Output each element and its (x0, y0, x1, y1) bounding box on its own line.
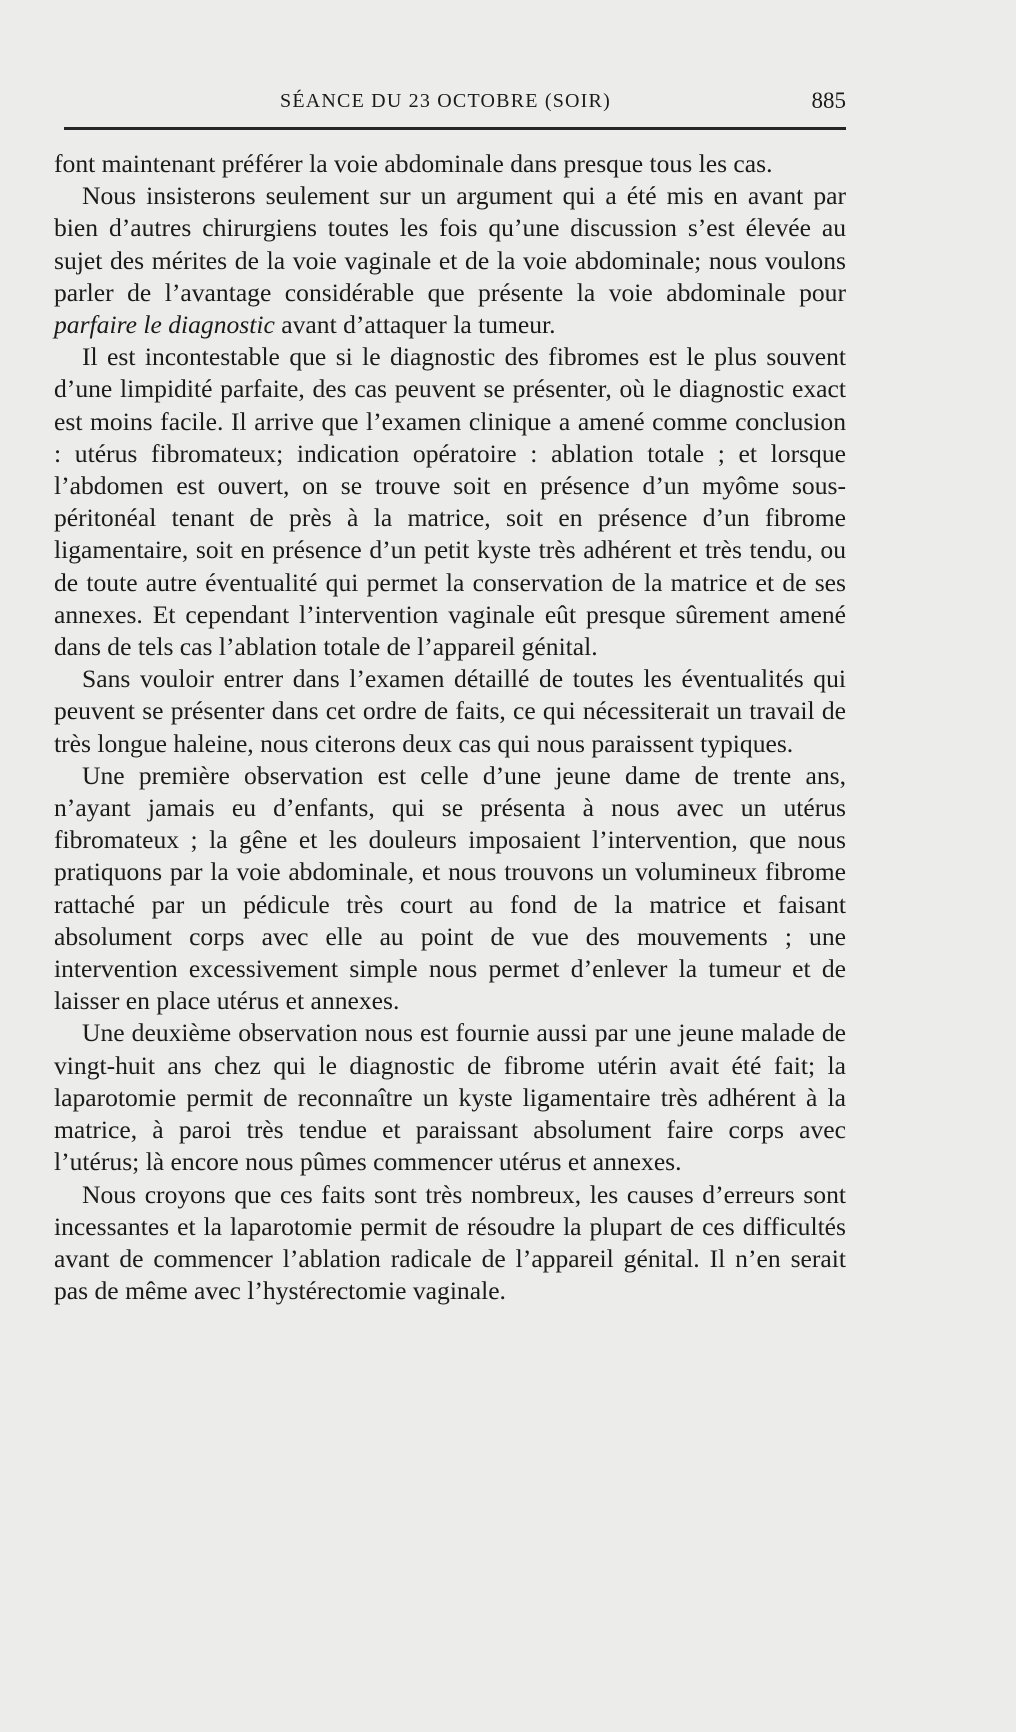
paragraph-5: Une première observation est celle d’une jeune dame de trente ans, n’ayant jamais eu d’enfants, qui se présenta à nous avec un utérus fibromateux ; la gêne et les douleurs imposaient l’intervention, que nous pratiquons par la voie abdominale, et nous trouvons un volumineux fibrome rattaché par un pédicule très court au fond de la matrice et faisant absolument corps avec elle au point de vue des mouvements ; une intervention excessivement simple nous permet d’enlever la tumeur et de laisser en place utérus et annexes. (54, 760, 846, 1016)
paragraph-2-text-end: avant d’attaquer la tumeur. (274, 310, 556, 340)
running-title: SÉANCE DU 23 OCTOBRE (SOIR) (280, 90, 611, 112)
paragraph-2-text: Nous insisterons seulement sur un argument qui a été mis en avant par bien d’autres chirurgiens toutes les fois qu’une discussion s’est élevée au sujet des mérites de la voie vaginale et de la voie abdominale; nous voulons parler de l’avantage considérable que présente la voie abdominale pour (54, 181, 846, 307)
paragraph-6: Une deuxième observation nous est fournie aussi par une jeune malade de vingt-huit ans chez qui le diagnostic de fibrome utérin avait été fait; la laparotomie permit de reconnaître un kyste ligamentaire très adhérent à la matrice, à paroi très tendue et paraissant absolument faire corps avec l’utérus; là encore nous pûmes commencer utérus et annexes. (54, 1018, 846, 1177)
header-rule (64, 127, 846, 130)
paragraph-4: Sans vouloir entrer dans l’examen détaillé de toutes les éventualités qui peuvent se présenter dans cet ordre de faits, ce qui nécessiterait un travail de très longue haleine, nous citerons deux cas qui nous paraissent typiques. (54, 664, 846, 758)
paragraph-3: Il est incontestable que si le diagnostic des fibromes est le plus souvent d’une limpidité parfaite, des cas peuvent se présenter, où le diagnostic exact est moins facile. Il arrive que l’examen clinique a amené comme conclusion : utérus fibromateux; indication opératoire : ablation totale ; et lorsque l’abdomen est ouvert, on se trouve soit en présence d’un myôme sous-péritonéal tenant de près à la matrice, soit en présence d’un fibrome ligamentaire, soit en présence d’un petit kyste très adhérent et très tendu, ou de toute autre éventualité qui permet la conservation de la matrice et de ses annexes. Et cependant l’intervention vaginale eût presque sûrement amené dans de tels cas l’ablation totale de l’appareil génital. (54, 342, 846, 662)
running-head (64, 86, 846, 120)
paragraph-2 (54, 180, 846, 341)
body-text (54, 148, 846, 1307)
paragraph-1: font maintenant préférer la voie abdominale dans presque tous les cas. (54, 149, 773, 178)
paragraph-2-emphasis: parfaire le diagnostic (54, 310, 275, 340)
paragraph-7: Nous croyons que ces faits sont très nombreux, les causes d’erreurs sont incessantes et la laparotomie permit de résoudre la plupart de ces difficultés avant de commencer l’ablation radicale de l’appareil génital. Il n’en serait pas de même avec l’hystérectomie vaginale. (54, 1179, 846, 1306)
page-number: 885 (811, 88, 846, 113)
